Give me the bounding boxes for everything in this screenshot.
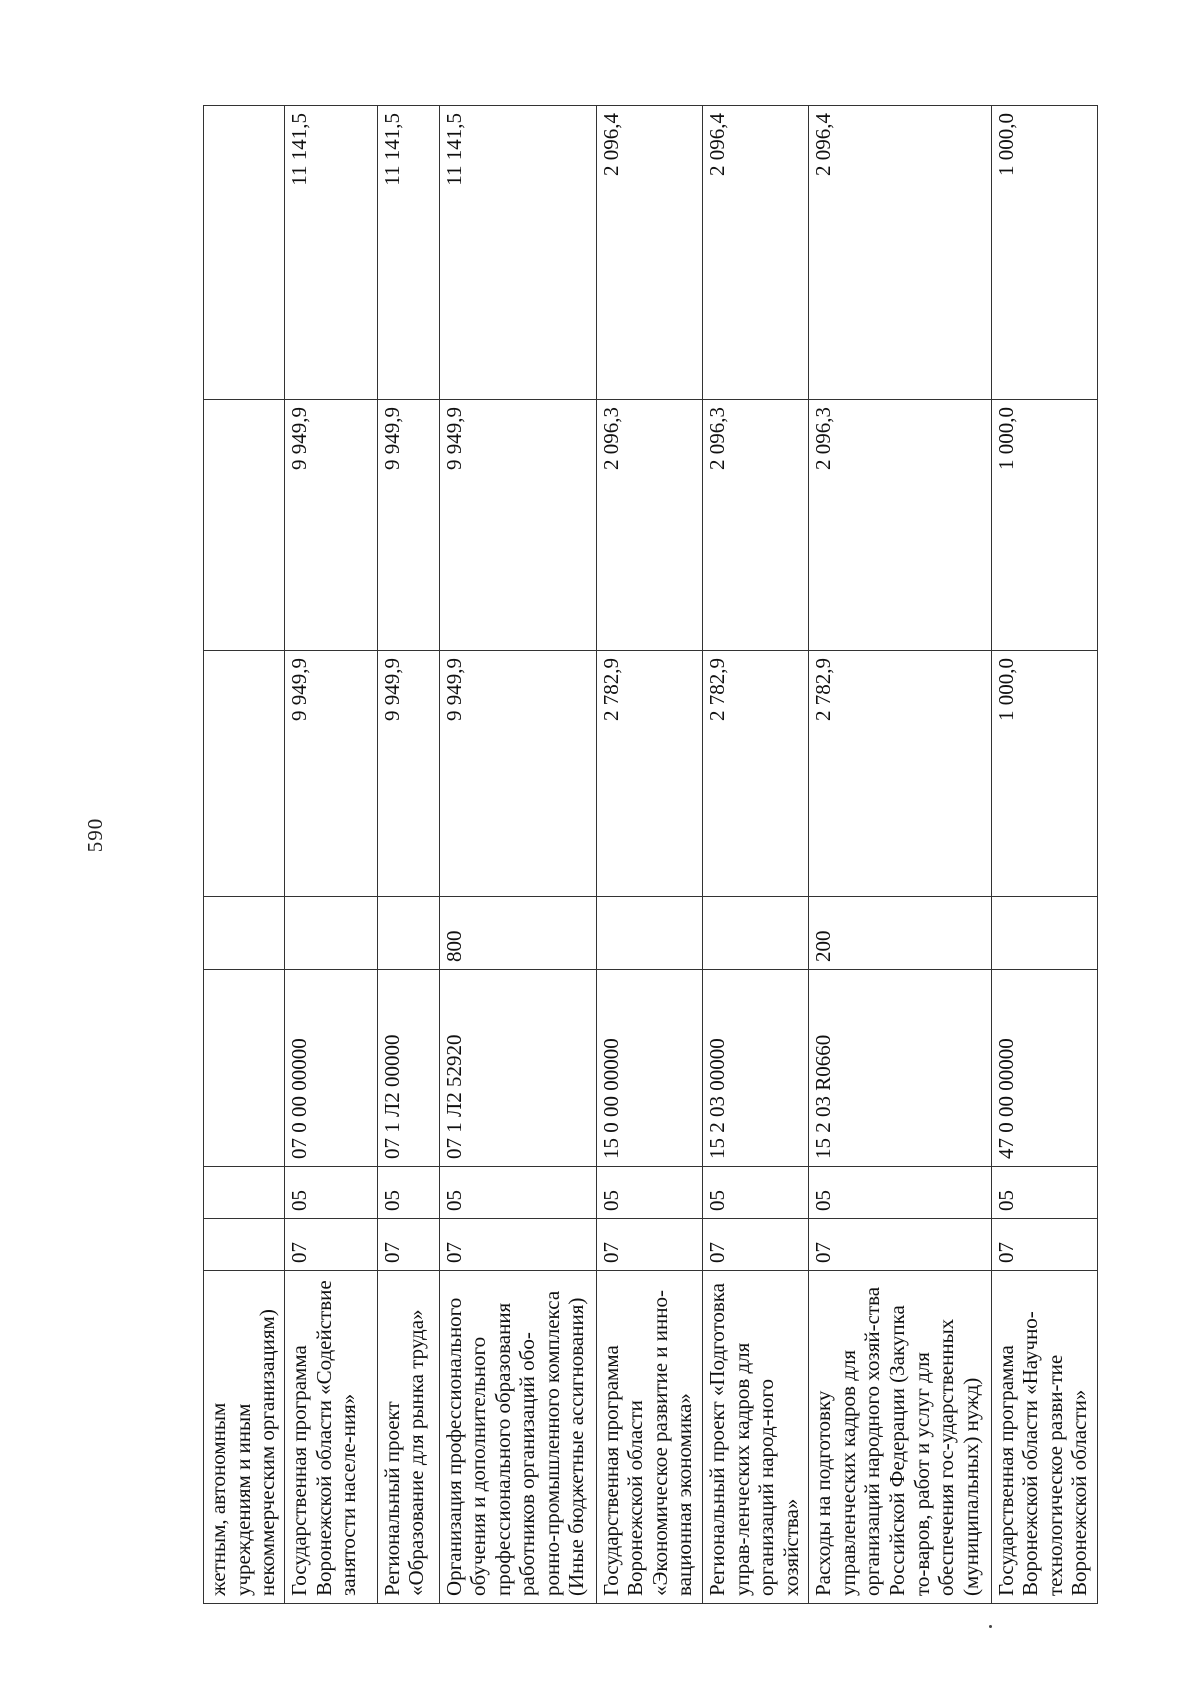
amount-year-3: 11 141,5	[285, 106, 378, 400]
row-name: Организация профессионального обучения и дополнительного профессионального образования работников организаций обо-ронно-промышленного комплекса (Иные бюджетные ассигнования)	[439, 1271, 596, 1604]
expense-type-code	[596, 897, 702, 970]
amount-year-3: 11 141,5	[439, 106, 596, 400]
section-code: 07	[439, 1219, 596, 1271]
amount-year-3: 11 141,5	[377, 106, 439, 400]
amount-year-2: 2 096,3	[702, 400, 808, 651]
section-code: 07	[809, 1219, 991, 1271]
amount-year-2: 9 949,9	[439, 400, 596, 651]
row-name: Региональный проект «Подготовка управ-ленческих кадров для организаций народ-ного хозяйства»	[702, 1271, 808, 1604]
budget-table	[203, 105, 1098, 1604]
expense-type-code	[991, 897, 1097, 970]
subsection-code: 05	[377, 1167, 439, 1219]
expense-type-code: 800	[439, 897, 596, 970]
table-row	[596, 106, 702, 1604]
amount-year-1: 2 782,9	[702, 651, 808, 897]
subsection-code: 05	[439, 1167, 596, 1219]
amount-year-2: 1 000,0	[991, 400, 1097, 651]
table-row	[991, 106, 1097, 1604]
table-row	[439, 106, 596, 1604]
subsection-code: 05	[991, 1167, 1097, 1219]
target-article-code: 07 0 00 00000	[285, 970, 378, 1167]
target-article-code: 15 2 03 R0660	[809, 970, 991, 1167]
table-row	[204, 106, 285, 1604]
amount-year-1: 9 949,9	[377, 651, 439, 897]
expense-type-code	[377, 897, 439, 970]
amount-year-1: 9 949,9	[439, 651, 596, 897]
amount-year-1: 1 000,0	[991, 651, 1097, 897]
amount-year-1: 2 782,9	[809, 651, 991, 897]
row-name: Государственная программа Воронежской области «Научно-технологическое разви-тие Воронежской области»	[991, 1271, 1097, 1604]
amount-year-2: 2 096,3	[809, 400, 991, 651]
target-article-code	[204, 970, 285, 1167]
amount-year-3	[204, 106, 285, 400]
amount-year-2: 9 949,9	[377, 400, 439, 651]
amount-year-3: 2 096,4	[702, 106, 808, 400]
amount-year-3: 2 096,4	[596, 106, 702, 400]
subsection-code	[204, 1167, 285, 1219]
target-article-code: 15 0 00 00000	[596, 970, 702, 1167]
amount-year-1: 2 782,9	[596, 651, 702, 897]
subsection-code: 05	[809, 1167, 991, 1219]
subsection-code: 05	[285, 1167, 378, 1219]
section-code: 07	[991, 1219, 1097, 1271]
amount-year-2	[204, 400, 285, 651]
section-code: 07	[596, 1219, 702, 1271]
section-code: 07	[285, 1219, 378, 1271]
table-row	[285, 106, 378, 1604]
amount-year-2: 2 096,3	[596, 400, 702, 651]
amount-year-3: 1 000,0	[991, 106, 1097, 400]
amount-year-2: 9 949,9	[285, 400, 378, 651]
scan-dot-mark	[989, 1625, 992, 1628]
row-name: Государственная программа Воронежской области «Содействие занятости населе-ния»	[285, 1271, 378, 1604]
budget-table-rotated	[203, 106, 1098, 1604]
target-article-code: 07 1 Л2 00000	[377, 970, 439, 1167]
section-code: 07	[702, 1219, 808, 1271]
amount-year-3: 2 096,4	[809, 106, 991, 400]
expense-type-code	[702, 897, 808, 970]
page-number: 590	[82, 817, 107, 853]
amount-year-1	[204, 651, 285, 897]
expense-type-code: 200	[809, 897, 991, 970]
table-row	[377, 106, 439, 1604]
section-code: 07	[377, 1219, 439, 1271]
table-row	[809, 106, 991, 1604]
expense-type-code	[285, 897, 378, 970]
row-name: Расходы на подготовку управленческих кадров для организаций народного хозяй-ства Российской Федерации (Закупка то-варов, работ и услуг для обеспечения гос-ударственных (муниципальных) нужд)	[809, 1271, 991, 1604]
row-name: Государственная программа Воронежской области «Экономическое развитие и инно-вационная экономика»	[596, 1271, 702, 1604]
subsection-code: 05	[596, 1167, 702, 1219]
expense-type-code	[204, 897, 285, 970]
row-name: жетным, автономным учреждениям и иным некоммерческим организациям)	[204, 1271, 285, 1604]
amount-year-1: 9 949,9	[285, 651, 378, 897]
subsection-code: 05	[702, 1167, 808, 1219]
target-article-code: 07 1 Л2 52920	[439, 970, 596, 1167]
target-article-code: 47 0 00 00000	[991, 970, 1097, 1167]
row-name: Региональный проект «Образование для рынка труда»	[377, 1271, 439, 1604]
target-article-code: 15 2 03 00000	[702, 970, 808, 1167]
table-row	[702, 106, 808, 1604]
section-code	[204, 1219, 285, 1271]
